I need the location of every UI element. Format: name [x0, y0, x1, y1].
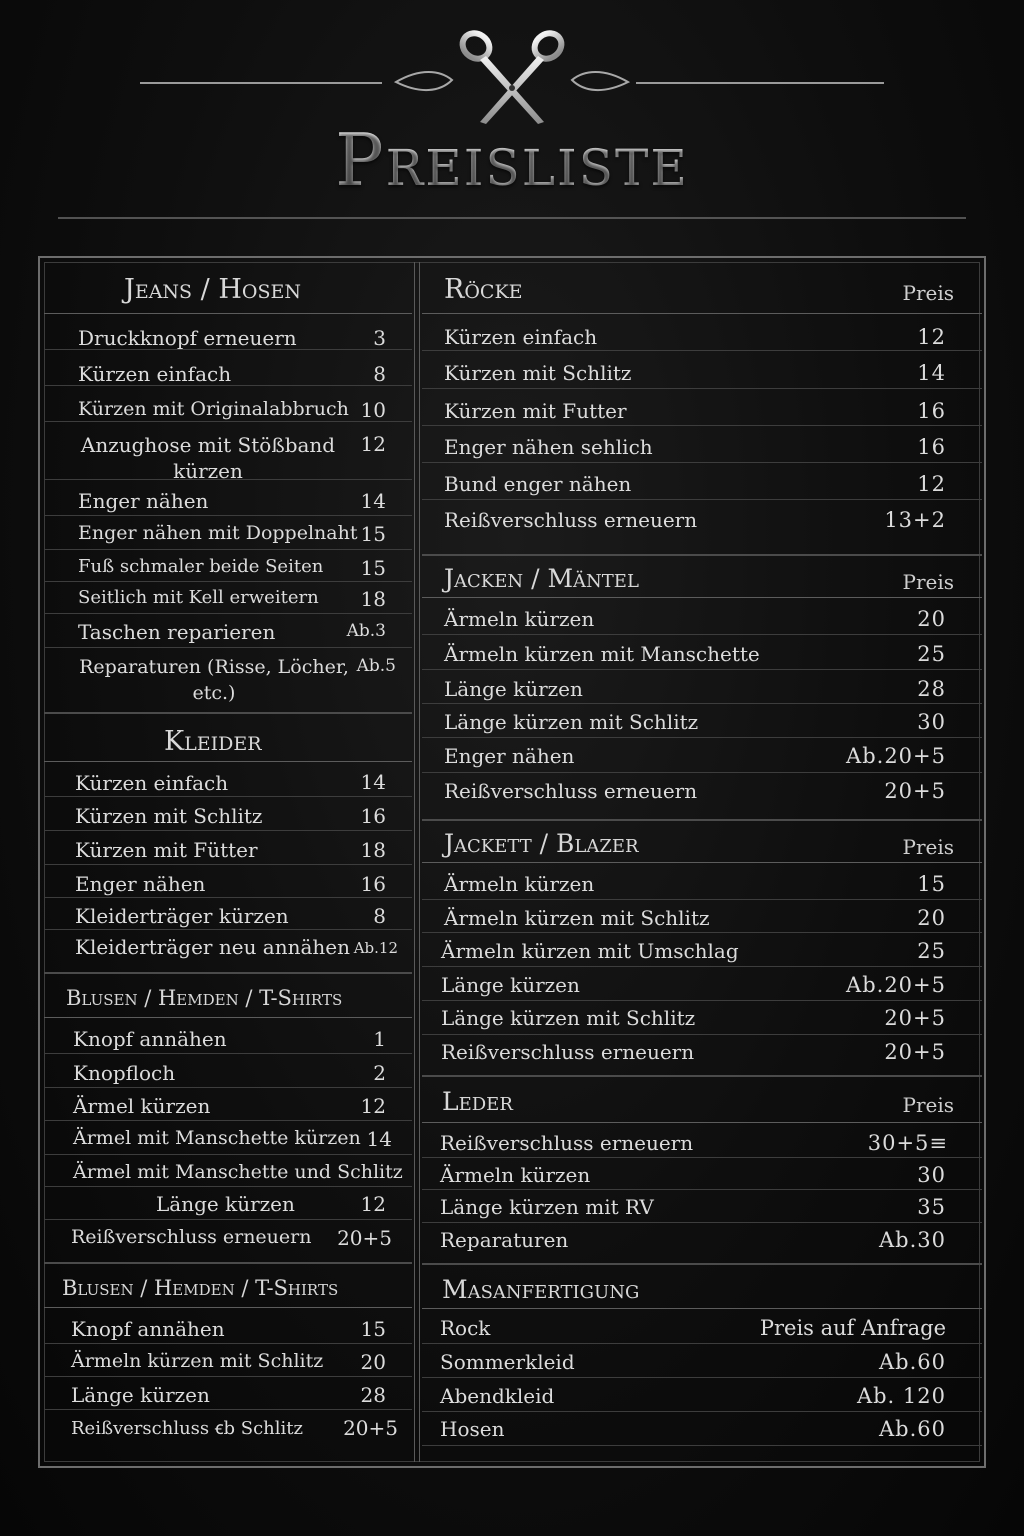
item-price: 25 [917, 939, 946, 963]
item-label: Enger nähen [78, 489, 209, 513]
item-price: 10 [360, 398, 386, 422]
item-label: Reißverschluss erneuern [441, 1040, 695, 1064]
item-price: 20+5 [884, 1040, 946, 1064]
item-price: 16 [360, 872, 386, 896]
item-label: Enger nähen [444, 744, 575, 768]
item-label: Ärmel kürzen [73, 1094, 211, 1118]
section-title: Jacken / Mäntel [444, 564, 639, 593]
item-label: Ärmeln kürzen [440, 1163, 591, 1187]
price-row [422, 1344, 982, 1378]
price-row [44, 797, 412, 831]
item-label: Reißverschluss erneuern [444, 779, 698, 803]
item-price: 20+5 [337, 1226, 392, 1250]
item-price: 1 [373, 1027, 386, 1051]
price-row [44, 550, 412, 582]
item-price: 12 [360, 432, 386, 456]
price-row [422, 1123, 982, 1158]
price-row [422, 389, 982, 426]
item-label: Kleiderträger kürzen [75, 904, 289, 928]
item-label: Reißverschluss erneuern [71, 1226, 312, 1248]
item-label: Reißverschluss ꞓb Schlitz [71, 1418, 303, 1439]
item-label: Abendkleid [440, 1384, 555, 1408]
price-row [44, 1410, 412, 1444]
item-price: 16 [917, 435, 946, 459]
item-label: Sommerkleid [440, 1350, 575, 1374]
item-label: Kürzen einfach [75, 771, 229, 795]
price-row [422, 1001, 982, 1035]
price-row [44, 386, 412, 422]
section-header-leder [422, 1075, 982, 1123]
price-row [44, 480, 412, 516]
price-row [422, 1309, 982, 1344]
price-row [44, 865, 412, 898]
price-row [44, 1220, 412, 1262]
price-row [44, 1121, 412, 1155]
price-row [44, 762, 412, 797]
item-price: 12 [917, 325, 946, 349]
item-price: Ab.12 [353, 939, 398, 957]
item-price: 14 [360, 770, 386, 794]
item-price: 20+5 [343, 1416, 398, 1440]
item-price: 20 [360, 1350, 386, 1374]
item-label: Knopf annähen [71, 1317, 225, 1341]
item-price: 15 [360, 1317, 386, 1341]
item-label: Kürzen einfach [78, 362, 232, 386]
price-row [44, 1187, 412, 1220]
item-label: Knopf annähen [73, 1027, 227, 1051]
price-row [44, 1155, 412, 1187]
item-price: 15 [360, 522, 386, 546]
price-row [44, 1308, 412, 1344]
price-column-header: Preis [902, 570, 954, 594]
price-row [422, 900, 982, 933]
item-price: Ab.5 [356, 656, 396, 676]
price-row [422, 967, 982, 1001]
price-row [422, 933, 982, 967]
price-row [422, 635, 982, 670]
price-row [44, 648, 412, 712]
price-row [422, 704, 982, 738]
price-column-header: Preis [902, 835, 954, 859]
item-label: Ärmeln kürzen [444, 607, 595, 631]
price-row [44, 350, 412, 386]
price-column-header: Preis [902, 281, 954, 305]
item-label: Reparaturen [440, 1228, 569, 1252]
price-row [44, 930, 412, 972]
price-row [422, 863, 982, 900]
price-row [422, 598, 982, 635]
section-header-blusen [44, 972, 412, 1018]
item-price: 14 [917, 361, 946, 385]
item-price: 15 [360, 556, 386, 580]
item-price: Ab.60 [878, 1417, 946, 1441]
price-row [422, 738, 982, 773]
price-row [422, 500, 982, 554]
item-price: 28 [360, 1383, 386, 1407]
item-label: Enger nähen sehlich [444, 435, 653, 459]
item-label: Länge kürzen [156, 1192, 295, 1216]
price-row [422, 351, 982, 389]
item-label: Ärmeln kürzen mit Umschlag [441, 939, 739, 963]
section-header-masanfertigung [422, 1263, 982, 1309]
price-row [44, 582, 412, 614]
item-label: Reißverschluss erneuern [444, 508, 698, 532]
section-header-jeans [44, 262, 412, 314]
item-price: 2 [373, 1061, 386, 1085]
item-price: 12 [360, 1192, 386, 1216]
price-row [422, 463, 982, 500]
price-row [44, 831, 412, 865]
item-label: Ärmeln kürzen mit Schlitz [444, 906, 710, 930]
item-label: Länge kürzen [444, 677, 583, 701]
item-price: Ab.3 [346, 621, 386, 641]
price-row [422, 1190, 982, 1223]
item-price: 8 [373, 362, 386, 386]
item-price: 13+2 [884, 508, 946, 532]
price-row [44, 1088, 412, 1121]
item-label: Bund enger nähen [444, 472, 632, 496]
section-header-jacken [422, 554, 982, 598]
item-price: Ab.30 [878, 1228, 946, 1252]
item-label: Seitlich mit Kell erweitern [78, 587, 319, 608]
scissors-icon [452, 26, 572, 126]
price-row [422, 1223, 982, 1263]
item-label: Ärmel mit Manschette kürzen [73, 1127, 361, 1149]
item-price: 3 [373, 326, 386, 350]
item-price: Preis auf Anfrage [759, 1316, 946, 1340]
right-column [422, 262, 982, 1446]
item-label: Enger nähen [75, 872, 206, 896]
price-row [44, 422, 412, 483]
item-price: 35 [917, 1195, 946, 1219]
section-title: Jackett / Blazer [444, 829, 639, 858]
item-label: Kürzen einfach [444, 325, 598, 349]
price-row [422, 1412, 982, 1446]
item-label: Länge kürzen [71, 1383, 210, 1407]
item-price: 30 [917, 1163, 946, 1187]
price-row [422, 773, 982, 819]
item-price: 12 [917, 472, 946, 496]
item-label: Reißverschluss erneuern [440, 1131, 694, 1155]
item-label: Knopfloch [73, 1061, 176, 1085]
section-header-blusen-2 [44, 1262, 412, 1308]
section-title: Blusen / Hemden / T-Shirts [62, 1276, 339, 1300]
item-price: 30 [917, 710, 946, 734]
price-row [422, 426, 982, 463]
item-label: Länge kürzen mit Schlitz [444, 710, 699, 734]
item-label: Ärmeln kürzen mit Schlitz [71, 1350, 324, 1372]
item-price: 30+5≡ [867, 1131, 948, 1155]
section-header-kleider [44, 712, 412, 762]
price-row [44, 516, 412, 550]
item-label: Kürzen mit Futter [444, 399, 627, 423]
item-price: 15 [917, 872, 946, 896]
item-label: Druckknopf erneuern [78, 326, 297, 350]
item-label: Kürzen mit Originalabbruch [78, 398, 349, 420]
section-title: Jeans / Hosen [124, 274, 301, 305]
item-price: Ab.60 [878, 1350, 946, 1374]
item-price: 16 [360, 804, 386, 828]
item-price: 14 [366, 1127, 392, 1151]
section-header-roecke [422, 262, 982, 314]
item-price: 14 [360, 489, 386, 513]
section-header-jackett [422, 819, 982, 863]
item-price: 20 [917, 607, 946, 631]
section-title: Masanfertigung [442, 1275, 640, 1304]
item-label: Ärmeln kürzen mit Manschette [444, 642, 760, 666]
section-title: Kleider [164, 726, 262, 757]
item-label: Taschen reparieren [78, 620, 276, 644]
item-label: Kürzen mit Schlitz [75, 804, 263, 828]
item-label: Kürzen mit Fütter [75, 838, 258, 862]
header [0, 0, 1024, 240]
item-price: 20+5 [884, 1006, 946, 1030]
price-row [44, 1344, 412, 1377]
item-label: Kleiderträger neu annähen [75, 935, 351, 959]
price-row [44, 614, 412, 648]
item-price: 16 [917, 399, 946, 423]
item-price: 18 [360, 838, 386, 862]
item-label: Rock [440, 1316, 491, 1340]
item-price: 20 [917, 906, 946, 930]
item-price: 20+5 [884, 779, 946, 803]
item-price: Ab. 120 [856, 1384, 946, 1408]
item-label: Länge kürzen mit Schlitz [441, 1006, 696, 1030]
item-price: 25 [917, 642, 946, 666]
item-label: Reparaturen (Risse, Löcher, etc.) [79, 656, 349, 704]
item-label: Fuß schmaler beide Seiten [78, 556, 324, 577]
item-price: Ab.20+5 [846, 744, 946, 768]
item-price: 18 [360, 587, 386, 611]
price-row [44, 898, 412, 930]
section-title: Leder [442, 1087, 513, 1116]
item-price: 8 [373, 904, 386, 928]
item-label: Länge kürzen mit RV [440, 1195, 654, 1219]
item-price: 12 [360, 1094, 386, 1118]
price-row [422, 1158, 982, 1190]
price-row [44, 1377, 412, 1410]
price-row [422, 1378, 982, 1412]
price-row [422, 314, 982, 351]
item-label: Ärmel mit Manschette und Schlitz [73, 1161, 403, 1183]
item-price: 28 [917, 677, 946, 701]
page-title: Preisliste [0, 118, 1024, 202]
price-row [422, 670, 982, 704]
section-title: Blusen / Hemden / T-Shirts [66, 986, 343, 1010]
item-label: Ärmeln kürzen [444, 872, 595, 896]
item-label: Kürzen mit Schlitz [444, 361, 632, 385]
price-row [422, 1035, 982, 1075]
item-label: Enger nähen mit Doppelnaht [78, 522, 358, 544]
item-price: Ab.20+5 [846, 973, 946, 997]
price-row [44, 314, 412, 350]
price-row [44, 1054, 412, 1088]
column-divider [414, 262, 420, 1462]
item-label: Hosen [440, 1417, 505, 1441]
section-title: Röcke [444, 274, 523, 305]
item-label: Anzughose mit Stößband kürzen [80, 433, 336, 483]
left-column [44, 262, 412, 1444]
price-row [44, 1018, 412, 1054]
item-label: Länge kürzen [441, 973, 580, 997]
price-column-header: Preis [902, 1093, 954, 1117]
